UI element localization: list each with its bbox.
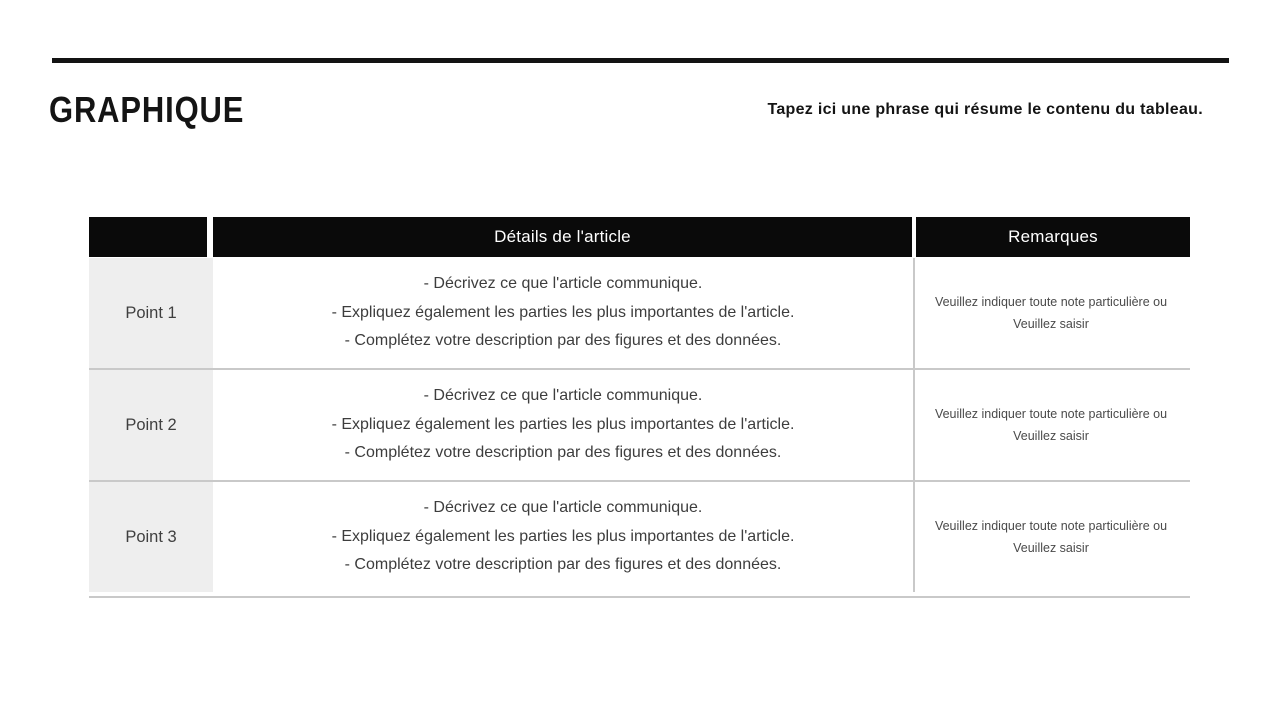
details-line: - Complétez votre description par des figures et des données. xyxy=(344,556,782,574)
table-row xyxy=(89,258,1190,368)
remarks-line: Veuillez saisir xyxy=(1013,317,1089,331)
page-title: GRAPHIQUE xyxy=(49,89,245,130)
remarks-line: Veuillez saisir xyxy=(1013,429,1089,443)
table-caption-placeholder: Tapez ici une phrase qui résume le contenu du tableau. xyxy=(767,101,1203,118)
row-label-cell xyxy=(89,258,213,368)
remarks-cell xyxy=(913,482,1187,592)
details-line: - Expliquez également les parties les plus importantes de l'article. xyxy=(331,415,795,433)
details-line: - Décrivez ce que l'article communique. xyxy=(423,275,703,293)
remarks-line: Veuillez saisir xyxy=(1013,541,1089,555)
details-line: - Expliquez également les parties les plus importantes de l'article. xyxy=(331,303,795,321)
table-header-row xyxy=(89,217,1190,257)
remarks-cell xyxy=(913,370,1187,480)
column-header-remarks: Remarques xyxy=(916,217,1190,257)
row-label-cell xyxy=(89,370,213,480)
column-header-empty xyxy=(89,217,207,257)
table-row xyxy=(89,368,1190,480)
details-line: - Complétez votre description par des figures et des données. xyxy=(344,332,782,350)
row-label: Point 3 xyxy=(125,527,177,546)
column-header-details: Détails de l'article xyxy=(213,217,912,257)
details-line: - Complétez votre description par des figures et des données. xyxy=(344,444,782,462)
details-line: - Décrivez ce que l'article communique. xyxy=(423,499,703,517)
row-label: Point 2 xyxy=(125,415,177,434)
details-cell xyxy=(213,482,913,592)
remarks-cell xyxy=(913,258,1187,368)
remarks-line: Veuillez indiquer toute note particulière ou xyxy=(934,295,1168,309)
row-label: Point 1 xyxy=(125,303,177,322)
details-cell xyxy=(213,370,913,480)
table-bottom-rule xyxy=(89,596,1190,598)
header-rule xyxy=(52,58,1229,63)
table-row xyxy=(89,480,1190,592)
content-table xyxy=(89,217,1190,598)
details-line: - Décrivez ce que l'article communique. xyxy=(423,387,703,405)
details-line: - Expliquez également les parties les plus importantes de l'article. xyxy=(331,527,795,545)
remarks-line: Veuillez indiquer toute note particulière ou xyxy=(934,407,1168,421)
row-label-cell xyxy=(89,482,213,592)
remarks-line: Veuillez indiquer toute note particulière ou xyxy=(934,519,1168,533)
details-cell xyxy=(213,258,913,368)
